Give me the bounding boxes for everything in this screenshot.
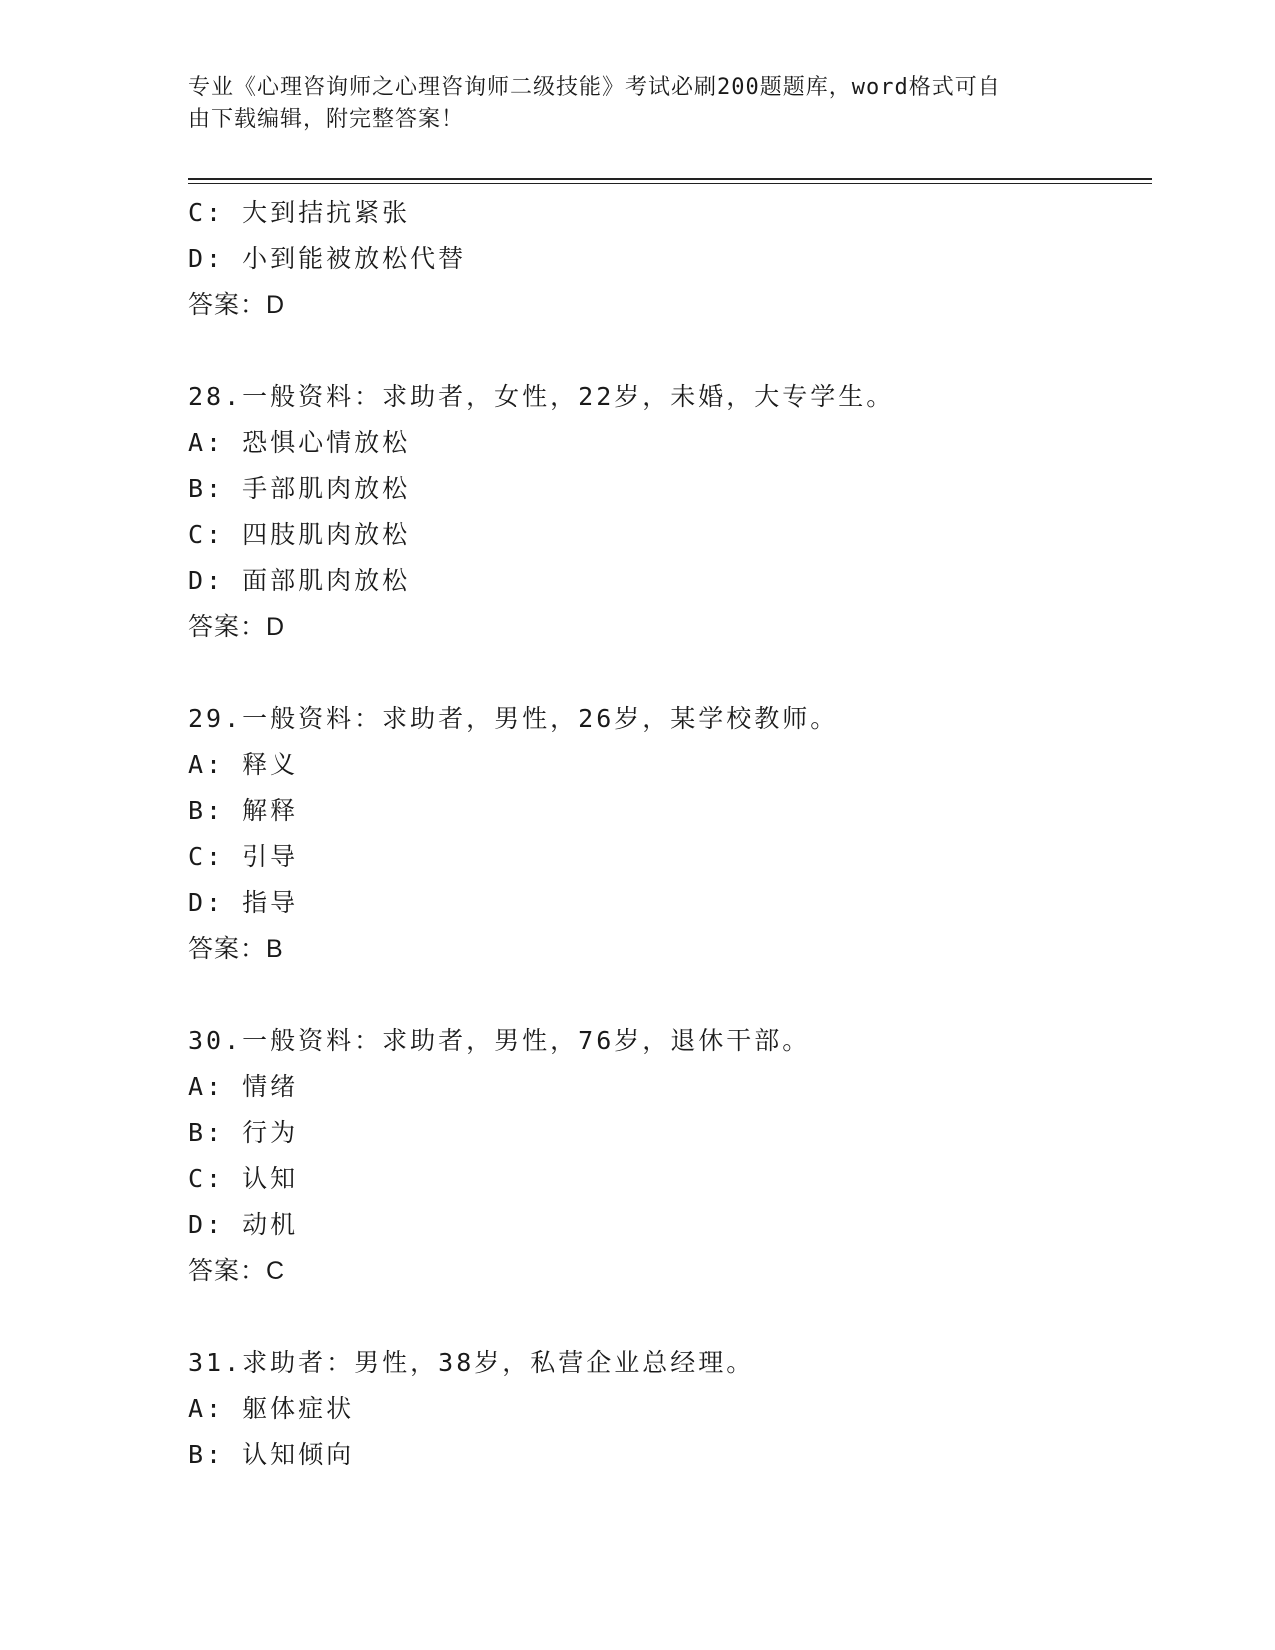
header-divider-thin	[188, 183, 1152, 184]
option-b: B: 认知倾向	[188, 1440, 355, 1469]
answer: 答案：D	[188, 613, 286, 641]
option-b: B: 行为	[188, 1118, 299, 1147]
spacer	[188, 1294, 1152, 1340]
option-b: B: 解释	[188, 796, 299, 825]
question-text: 29.一般资料：求助者，男性，26岁，某学校教师。	[188, 704, 839, 733]
question-30	[188, 1018, 1152, 1294]
question-27	[188, 190, 1152, 328]
question-text: 28.一般资料：求助者，女性，22岁，未婚，大专学生。	[188, 382, 895, 411]
question-text: 30.一般资料：求助者，男性，76岁，退休干部。	[188, 1026, 811, 1055]
option-d: D: 动机	[188, 1210, 299, 1239]
answer: 答案：C	[188, 1257, 286, 1285]
spacer	[188, 328, 1152, 374]
spacer	[188, 972, 1152, 1018]
option-c: C: 认知	[188, 1164, 299, 1193]
option-b: B: 手部肌肉放松	[188, 474, 411, 503]
option-c: C: 大到拮抗紧张	[188, 198, 411, 227]
question-31	[188, 1340, 1152, 1478]
option-d: D: 面部肌肉放松	[188, 566, 411, 595]
question-28	[188, 374, 1152, 650]
header-line-1: 专业《心理咨询师之心理咨询师二级技能》考试必刷200题题库，word格式可自	[188, 75, 1001, 100]
question-list	[188, 190, 1152, 1478]
option-c: C: 四肢肌肉放松	[188, 520, 411, 549]
document-header	[188, 72, 1068, 136]
header-line-2: 由下载编辑，附完整答案！	[188, 107, 465, 132]
header-divider-thick	[188, 178, 1152, 180]
option-c: C: 引导	[188, 842, 299, 871]
answer: 答案：D	[188, 291, 286, 319]
question-29	[188, 696, 1152, 972]
option-a: A: 躯体症状	[188, 1394, 355, 1423]
answer: 答案：B	[188, 935, 284, 963]
option-d: D: 小到能被放松代替	[188, 244, 467, 273]
option-a: A: 恐惧心情放松	[188, 428, 411, 457]
spacer	[188, 650, 1152, 696]
option-a: A: 情绪	[188, 1072, 299, 1101]
option-a: A: 释义	[188, 750, 299, 779]
option-d: D: 指导	[188, 888, 299, 917]
question-text: 31.求助者：男性，38岁，私营企业总经理。	[188, 1348, 755, 1377]
